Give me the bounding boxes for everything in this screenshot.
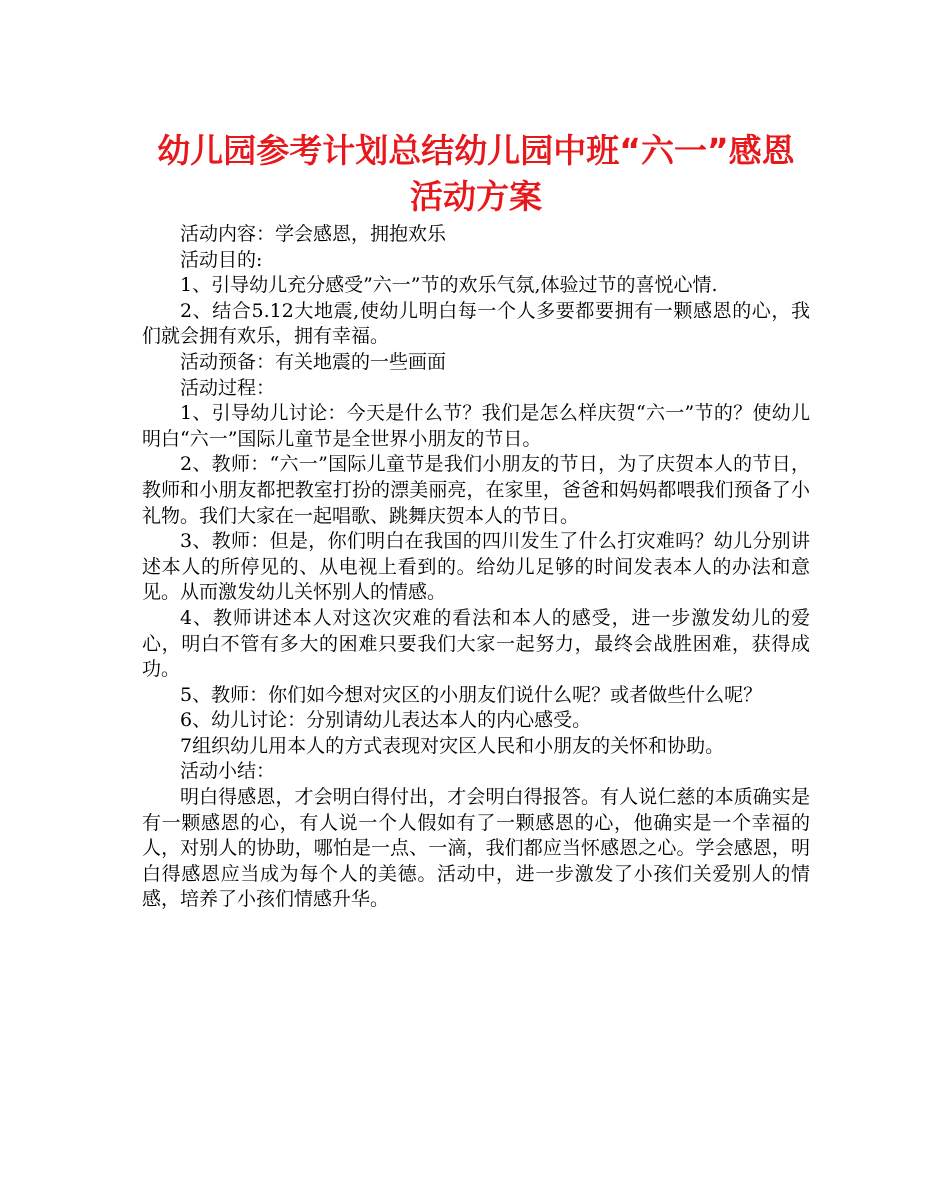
paragraph: 1、引导幼儿充分感受”六一”节的欢乐气氛,体验过节的喜悦心情.: [180, 274, 718, 297]
paragraph: 4、教师讲述本人对这次灾难的看法和本人的感受，进一步激发幼儿的爱心，明白不管有多大的困难只要我们大家一起努力，最终会战胜困难，获得成功。: [142, 606, 810, 681]
paragraph: 6、幼儿讨论：分别请幼儿表达本人的内心感受。: [180, 709, 592, 732]
paragraph: 活动小结：: [180, 760, 276, 783]
paragraph: 活动内容：学会感恩，拥抱欢乐: [180, 223, 447, 245]
paragraph: 3、教师：但是，你们明白在我国的四川发生了什么打灾难吗？幼儿分别讲述本人的所停见的、从电视上看到的。给幼儿足够的时间发表本人的办法和意见。从而激发幼儿关怀别人的情感。: [142, 530, 810, 604]
document-page: [142, 128, 810, 913]
paragraph: 活动预备：有关地震的一些画面: [180, 350, 447, 373]
paragraph: 2、教师：“六一”国际儿童节是我们小朋友的节日，为了庆贺本人的节日，教师和小朋友都把教室打扮的漂美丽亮，在家里，爸爸和妈妈都喂我们预备了小礼物。我们大家在一起唱歌、跳舞庆贺本人的节日。: [142, 453, 810, 527]
paragraph: 活动目的:: [180, 248, 263, 271]
paragraph: 2、结合5.12大地震,使幼儿明白每一个人多要都要拥有一颗感恩的心，我们就会拥有欢乐，拥有幸福。: [142, 299, 810, 348]
paragraph: 明白得感恩，才会明白得付出，才会明白得报答。有人说仁慈的本质确实是有一颗感恩的心，有人说一个人假如有了一颗感恩的心，他确实是一个幸福的人，对别人的协助，哪怕是一点、一滴，我们都应当怀感恩之心。学会感恩，明白得感恩应当成为每个人的美德。活动中，进一步激发了小孩们关爱别人的情感，培养了小孩们情感升华。: [142, 786, 810, 911]
document-title: 幼儿园参考计划总结幼儿园中班“六一”感恩活动方案: [157, 131, 795, 216]
paragraph: 5、教师：你们如今想对灾区的小朋友们说什么呢？或者做些什么呢？: [180, 683, 763, 706]
document-body: [142, 222, 810, 913]
paragraph: 7组织幼儿用本人的方式表现对灾区人民和小朋友的关怀和协助。: [180, 734, 725, 757]
paragraph: 活动过程：: [180, 376, 276, 399]
paragraph: 1、引导幼儿讨论：今天是什么节？我们是怎么样庆贺“六一”节的？使幼儿明白“六一”国际儿童节是全世界小朋友的节日。: [142, 402, 810, 450]
